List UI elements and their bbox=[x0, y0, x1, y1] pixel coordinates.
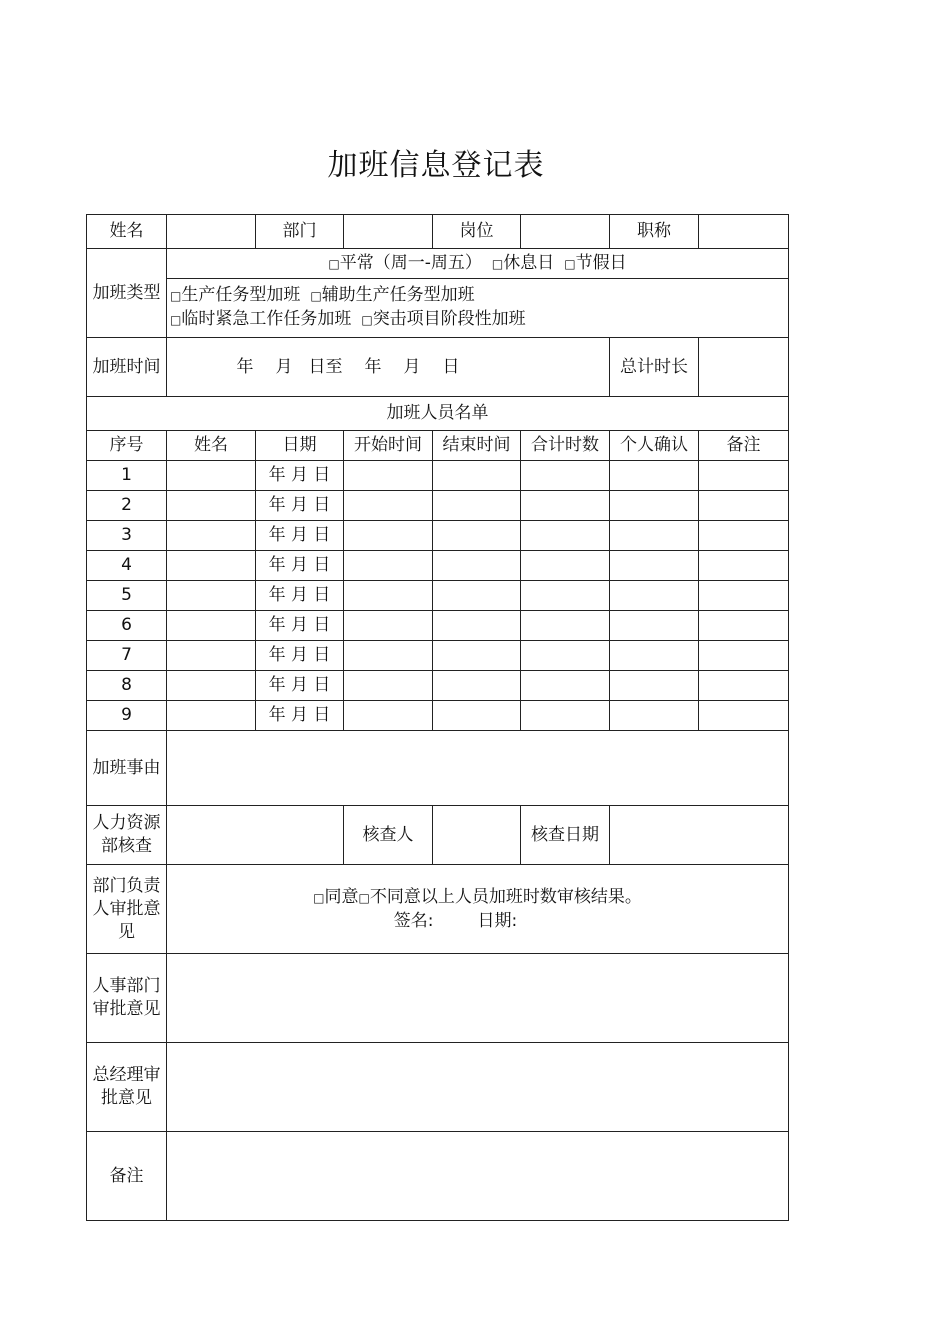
row-start-time-cell[interactable] bbox=[344, 641, 433, 671]
checkbox-icon[interactable]: □ bbox=[328, 256, 340, 271]
roster-header-row bbox=[87, 431, 789, 461]
hr-approval-label: 人事部门审批意见 bbox=[87, 954, 167, 1043]
checkbox-icon[interactable]: □ bbox=[310, 289, 322, 303]
row-total-hours-cell[interactable] bbox=[521, 551, 610, 581]
row-start-time-cell[interactable] bbox=[344, 701, 433, 731]
row-name-cell[interactable] bbox=[167, 611, 256, 641]
row-confirm-cell[interactable] bbox=[610, 551, 699, 581]
row-total-hours-cell[interactable] bbox=[521, 671, 610, 701]
row-end-time-cell[interactable] bbox=[433, 461, 521, 491]
ot-type-option[interactable]: □节假日 bbox=[564, 252, 627, 273]
row-remark-cell[interactable] bbox=[699, 491, 789, 521]
agree-option[interactable]: 同意 bbox=[324, 886, 359, 907]
row-date-cell[interactable]: 年 月 日 bbox=[256, 491, 344, 521]
ot-type-label: 加班类型 bbox=[87, 249, 167, 338]
column-header: 序号 bbox=[87, 431, 167, 461]
row-date-cell[interactable]: 年 月 日 bbox=[256, 641, 344, 671]
row-name-cell[interactable] bbox=[167, 641, 256, 671]
checkbox-icon[interactable]: □ bbox=[491, 256, 504, 271]
row-total-hours-cell[interactable] bbox=[521, 491, 610, 521]
checker-field[interactable] bbox=[433, 806, 521, 865]
checker-label: 核查人 bbox=[344, 806, 433, 865]
row-end-time-cell[interactable] bbox=[433, 521, 521, 551]
remarks-field[interactable] bbox=[167, 1132, 789, 1221]
row-end-time-cell[interactable] bbox=[433, 491, 521, 521]
gm-approval-row bbox=[87, 1043, 789, 1132]
row-number: 5 bbox=[87, 581, 167, 611]
row-name-cell[interactable] bbox=[167, 461, 256, 491]
row-remark-cell[interactable] bbox=[699, 671, 789, 701]
reason-row bbox=[87, 731, 789, 806]
row-name-cell[interactable] bbox=[167, 581, 256, 611]
row-confirm-cell[interactable] bbox=[610, 641, 699, 671]
checkbox-icon[interactable]: □ bbox=[361, 313, 373, 327]
row-end-time-cell[interactable] bbox=[433, 551, 521, 581]
row-start-time-cell[interactable] bbox=[344, 521, 433, 551]
row-confirm-cell[interactable] bbox=[610, 521, 699, 551]
row-remark-cell[interactable] bbox=[699, 701, 789, 731]
post-field[interactable] bbox=[521, 215, 610, 249]
row-number: 6 bbox=[87, 611, 167, 641]
row-confirm-cell[interactable] bbox=[610, 671, 699, 701]
row-start-time-cell[interactable] bbox=[344, 671, 433, 701]
post-label: 岗位 bbox=[433, 215, 521, 249]
row-end-time-cell[interactable] bbox=[433, 671, 521, 701]
ot-type-option[interactable]: □突击项目阶段性加班 bbox=[361, 309, 526, 329]
ot-type-row-2 bbox=[87, 279, 789, 338]
row-number: 2 bbox=[87, 491, 167, 521]
row-date-cell[interactable]: 年 月 日 bbox=[256, 581, 344, 611]
total-duration-label: 总计时长 bbox=[610, 338, 699, 397]
ot-type-option[interactable]: □临时紧急工作任务加班 bbox=[170, 309, 352, 329]
row-number: 3 bbox=[87, 521, 167, 551]
table-row bbox=[87, 611, 789, 641]
row-confirm-cell[interactable] bbox=[610, 491, 699, 521]
row-start-time-cell[interactable] bbox=[344, 611, 433, 641]
reason-field[interactable] bbox=[167, 731, 789, 806]
dept-field[interactable] bbox=[344, 215, 433, 249]
ot-type-option[interactable]: □平常（周一-周五） bbox=[328, 252, 482, 273]
table-row bbox=[87, 581, 789, 611]
table-row bbox=[87, 551, 789, 581]
row-number: 4 bbox=[87, 551, 167, 581]
approval-date-label: 日期: bbox=[477, 910, 518, 931]
row-name-cell[interactable] bbox=[167, 701, 256, 731]
row-name-cell[interactable] bbox=[167, 491, 256, 521]
row-date-cell[interactable]: 年 月 日 bbox=[256, 521, 344, 551]
disagree-option[interactable]: 不同意以上人员加班时数审核结果。 bbox=[369, 886, 642, 907]
row-end-time-cell[interactable] bbox=[433, 611, 521, 641]
row-start-time-cell[interactable] bbox=[344, 461, 433, 491]
row-start-time-cell[interactable] bbox=[344, 551, 433, 581]
row-number: 9 bbox=[87, 701, 167, 731]
row-confirm-cell[interactable] bbox=[610, 611, 699, 641]
row-remark-cell[interactable] bbox=[699, 581, 789, 611]
row-confirm-cell[interactable] bbox=[610, 581, 699, 611]
row-name-cell[interactable] bbox=[167, 521, 256, 551]
checkbox-icon[interactable]: □ bbox=[358, 890, 370, 905]
hr-check-row bbox=[87, 806, 789, 865]
row-remark-cell[interactable] bbox=[699, 641, 789, 671]
name-field[interactable] bbox=[167, 215, 256, 249]
checkbox-icon[interactable]: □ bbox=[170, 313, 182, 327]
remarks-label: 备注 bbox=[87, 1132, 167, 1221]
column-header: 备注 bbox=[699, 431, 789, 461]
table-row bbox=[87, 521, 789, 551]
ot-time-range[interactable]: 年 月 日至 年 月 日 bbox=[167, 338, 610, 397]
gm-approval-field[interactable] bbox=[167, 1043, 789, 1132]
hr-check-label: 人力资源部核查 bbox=[87, 806, 167, 865]
ot-type-option[interactable]: □休息日 bbox=[491, 252, 555, 273]
total-duration-field[interactable] bbox=[699, 338, 789, 397]
row-end-time-cell[interactable] bbox=[433, 701, 521, 731]
roster-title: 加班人员名单 bbox=[87, 397, 789, 431]
row-remark-cell[interactable] bbox=[699, 461, 789, 491]
rank-field[interactable] bbox=[699, 215, 789, 249]
ot-type-options-1 bbox=[167, 249, 789, 279]
row-number: 1 bbox=[87, 461, 167, 491]
sign-label: 签名: bbox=[393, 910, 434, 931]
row-confirm-cell[interactable] bbox=[610, 461, 699, 491]
hr-approval-field[interactable] bbox=[167, 954, 789, 1043]
name-label: 姓名 bbox=[87, 215, 167, 249]
row-end-time-cell[interactable] bbox=[433, 641, 521, 671]
row-total-hours-cell[interactable] bbox=[521, 461, 610, 491]
row-name-cell[interactable] bbox=[167, 671, 256, 701]
row-remark-cell[interactable] bbox=[699, 611, 789, 641]
gm-approval-label: 总经理审批意见 bbox=[87, 1043, 167, 1132]
row-date-cell[interactable]: 年 月 日 bbox=[256, 461, 344, 491]
row-name-cell[interactable] bbox=[167, 551, 256, 581]
page-title: 加班信息登记表 bbox=[327, 148, 545, 183]
column-header: 合计时数 bbox=[521, 431, 610, 461]
row-start-time-cell[interactable] bbox=[344, 581, 433, 611]
row-date-cell[interactable]: 年 月 日 bbox=[256, 701, 344, 731]
hr-check-field[interactable] bbox=[167, 806, 344, 865]
ot-type-options-2 bbox=[167, 279, 789, 338]
column-header: 姓名 bbox=[167, 431, 256, 461]
dept-label: 部门 bbox=[256, 215, 344, 249]
dept-approval-row bbox=[87, 865, 789, 954]
row-date-cell[interactable]: 年 月 日 bbox=[256, 611, 344, 641]
ot-type-option[interactable]: □辅助生产任务型加班 bbox=[310, 285, 475, 305]
column-header: 个人确认 bbox=[610, 431, 699, 461]
remarks-row bbox=[87, 1132, 789, 1221]
table-row bbox=[87, 641, 789, 671]
row-remark-cell[interactable] bbox=[699, 551, 789, 581]
rank-label: 职称 bbox=[610, 215, 699, 249]
column-header: 结束时间 bbox=[433, 431, 521, 461]
overtime-form bbox=[86, 214, 789, 1221]
table-row bbox=[87, 671, 789, 701]
row-date-cell[interactable]: 年 月 日 bbox=[256, 671, 344, 701]
check-date-field[interactable] bbox=[610, 806, 789, 865]
column-header: 开始时间 bbox=[344, 431, 433, 461]
table-row bbox=[87, 491, 789, 521]
hr-approval-row bbox=[87, 954, 789, 1043]
checkbox-icon[interactable]: □ bbox=[313, 890, 325, 905]
roster-title-row bbox=[87, 397, 789, 431]
row-number: 7 bbox=[87, 641, 167, 671]
row-total-hours-cell[interactable] bbox=[521, 521, 610, 551]
row-end-time-cell[interactable] bbox=[433, 581, 521, 611]
row-total-hours-cell[interactable] bbox=[521, 701, 610, 731]
ot-type-row-1 bbox=[87, 249, 789, 279]
column-header: 日期 bbox=[256, 431, 344, 461]
row-date-cell[interactable]: 年 月 日 bbox=[256, 551, 344, 581]
row-total-hours-cell[interactable] bbox=[521, 611, 610, 641]
row-total-hours-cell[interactable] bbox=[521, 641, 610, 671]
header-row bbox=[87, 215, 789, 249]
dept-approval-field[interactable] bbox=[167, 865, 789, 954]
row-confirm-cell[interactable] bbox=[610, 701, 699, 731]
ot-time-row bbox=[87, 338, 789, 397]
row-remark-cell[interactable] bbox=[699, 521, 789, 551]
reason-label: 加班事由 bbox=[87, 731, 167, 806]
dept-approval-label: 部门负责人审批意见 bbox=[87, 865, 167, 954]
row-start-time-cell[interactable] bbox=[344, 491, 433, 521]
ot-type-option[interactable]: □生产任务型加班 bbox=[170, 285, 301, 305]
table-row bbox=[87, 461, 789, 491]
row-total-hours-cell[interactable] bbox=[521, 581, 610, 611]
checkbox-icon[interactable]: □ bbox=[170, 289, 182, 303]
table-row bbox=[87, 701, 789, 731]
checkbox-icon[interactable]: □ bbox=[564, 256, 576, 271]
row-number: 8 bbox=[87, 671, 167, 701]
ot-time-label: 加班时间 bbox=[87, 338, 167, 397]
check-date-label: 核查日期 bbox=[521, 806, 610, 865]
